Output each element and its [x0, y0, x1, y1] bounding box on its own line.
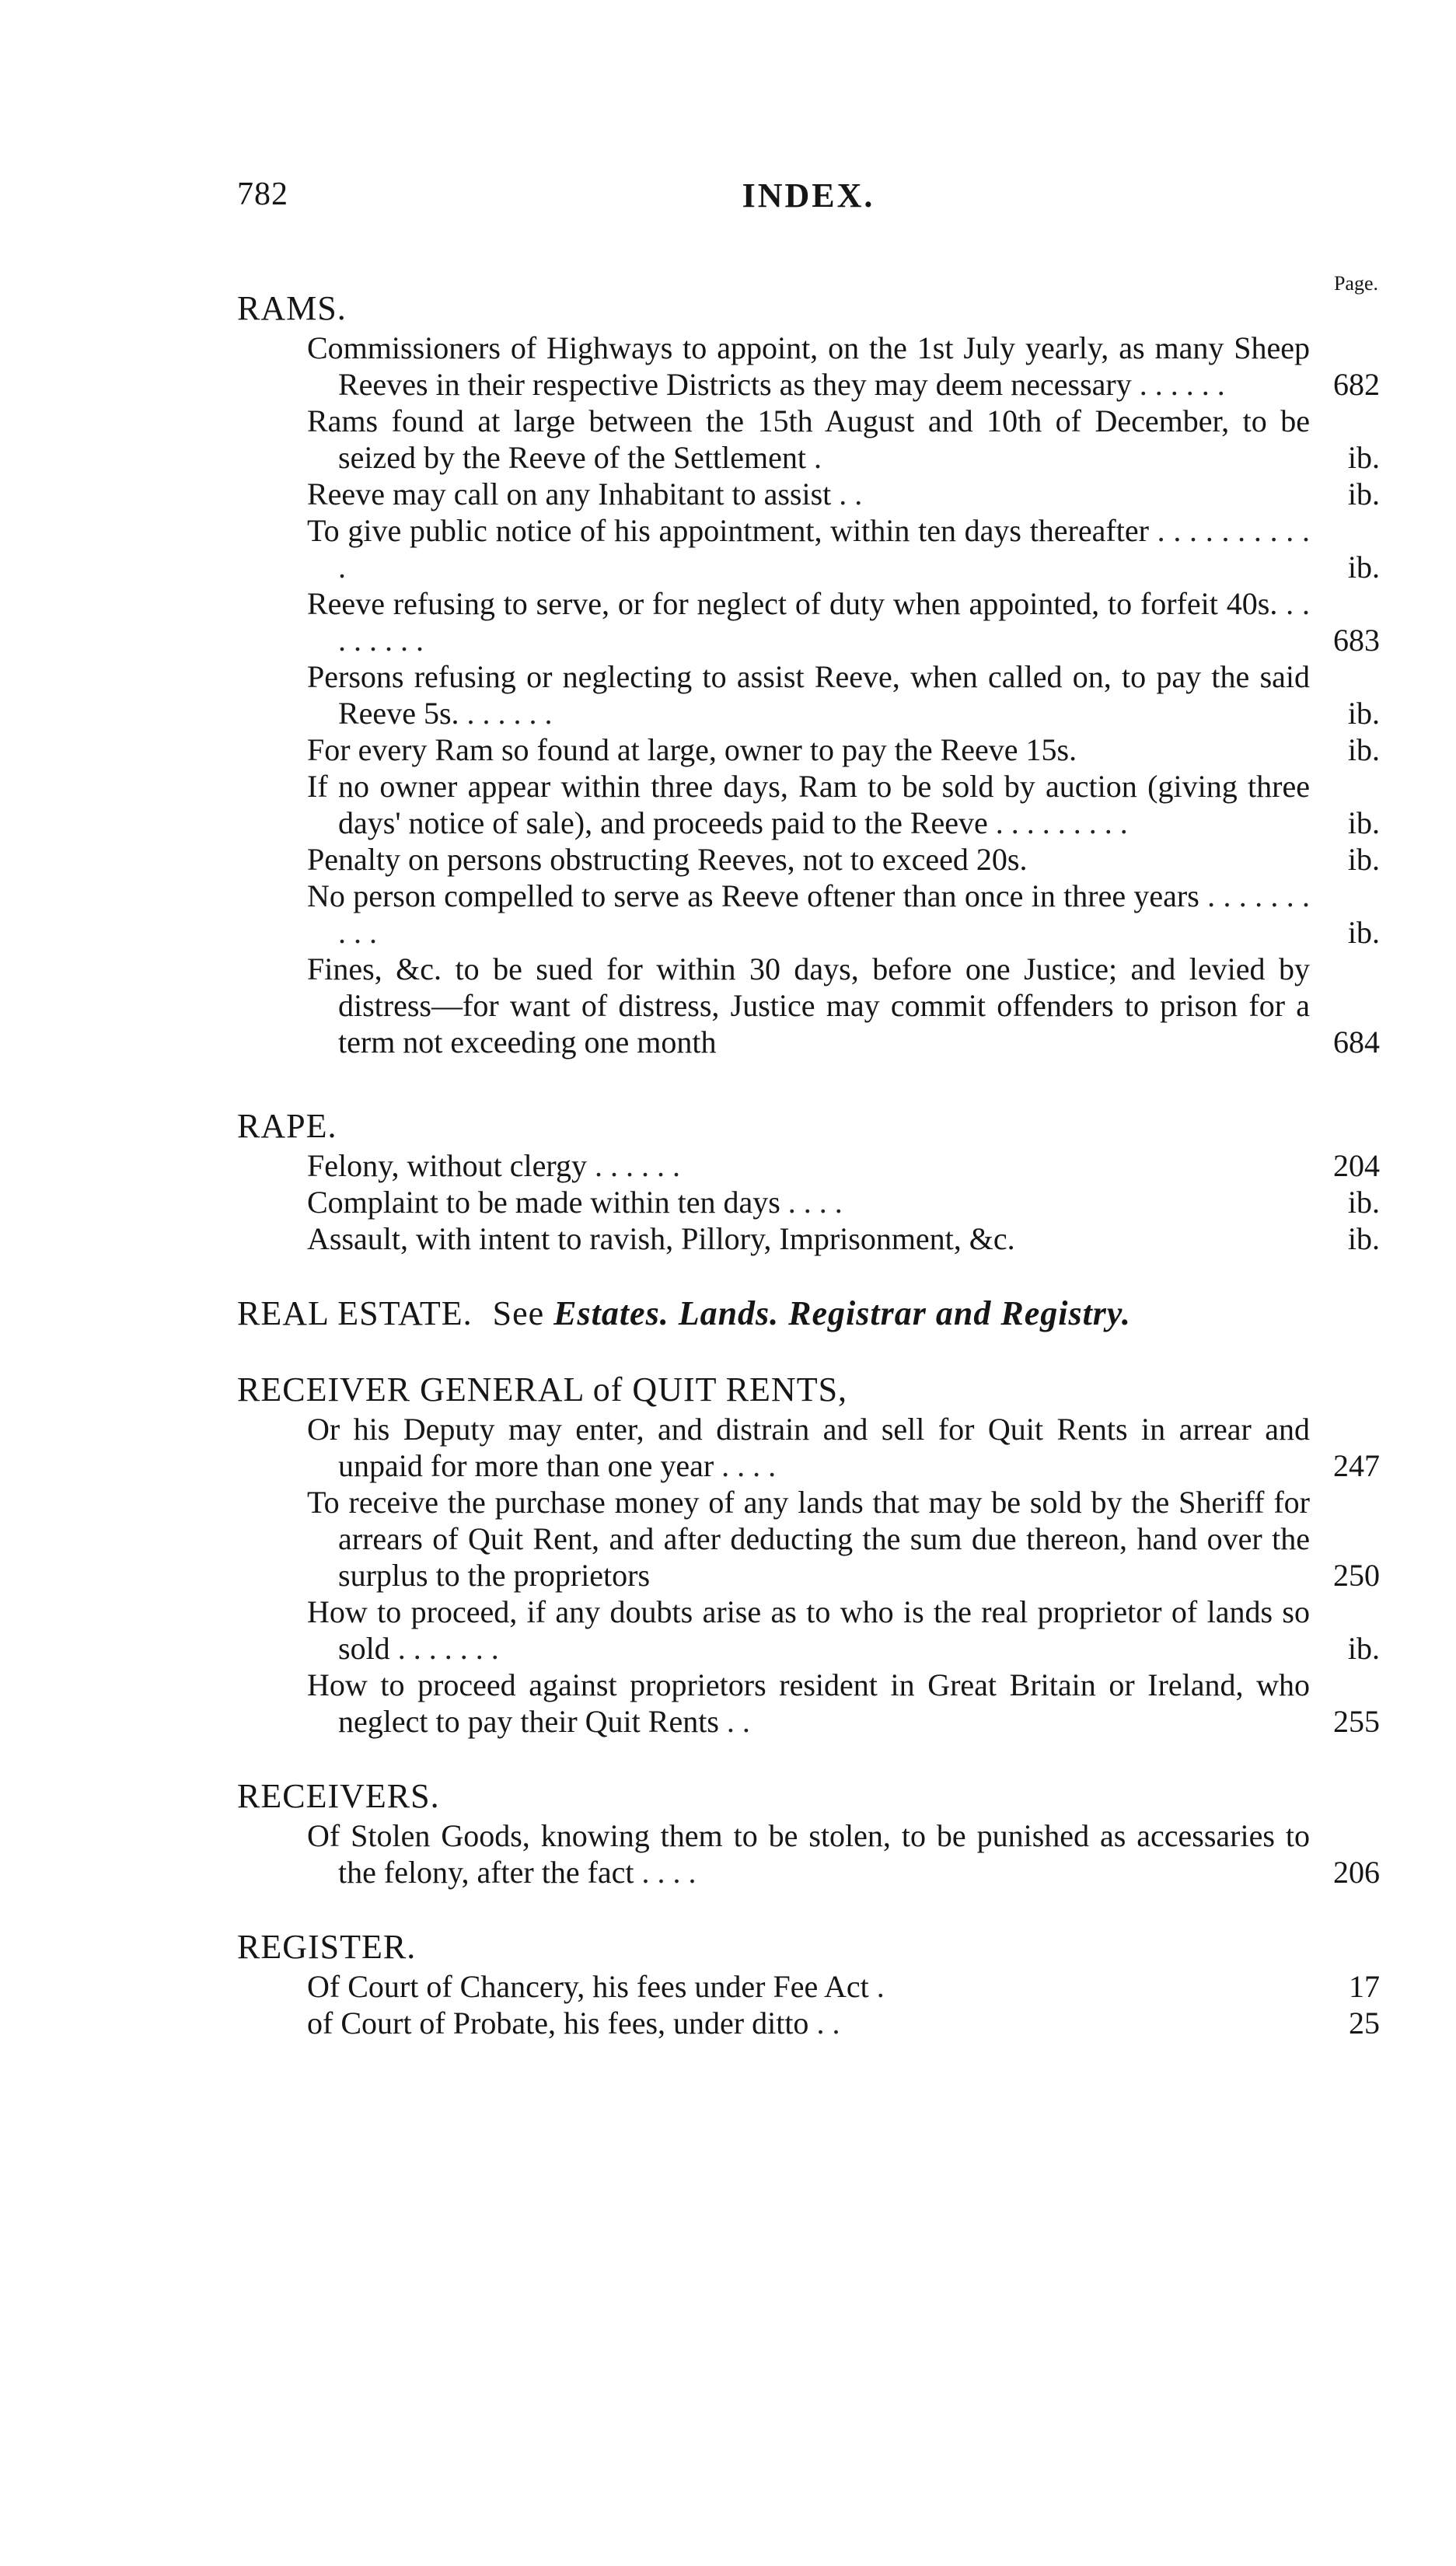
item-text: Persons refusing or neglecting to assist Reeve, when called on, to pay the said Reeve 5s.	[307, 659, 1310, 731]
entry-heading-text: RAPE.	[237, 1107, 337, 1145]
dot-leader: .	[876, 1969, 885, 2004]
page-reference: 255	[1333, 1704, 1380, 1739]
entry-heading	[237, 1107, 1380, 1146]
page-title: INDEX.	[742, 176, 875, 215]
page-column-label: Page.	[1333, 272, 1378, 295]
item-text: If no owner appear within three days, Ram to be sold by auction (giving three days' notice of sale), and proceeds paid to the Reeve	[307, 769, 1310, 840]
entry-heading-text: REGISTER.	[237, 1928, 417, 1966]
dot-leader: .	[814, 440, 822, 475]
index-item	[237, 841, 1380, 878]
dot-leader: . . . . . .	[466, 696, 553, 731]
page-reference: ib.	[1347, 550, 1380, 585]
page-reference: ib.	[1347, 1221, 1380, 1256]
dot-leader: . . . . . .	[1139, 367, 1225, 402]
item-text: Penalty on persons obstructing Reeves, not to exceed 20s.	[307, 842, 1028, 877]
dot-leader: . . . . . . . . .	[995, 805, 1128, 840]
page-reference: ib.	[1347, 1185, 1380, 1220]
item-text: Complaint to be made within ten days	[307, 1185, 780, 1220]
page-reference: 247	[1333, 1448, 1380, 1483]
entry-heading	[237, 1777, 1380, 1816]
index-item	[237, 512, 1380, 585]
page-reference: ib.	[1347, 842, 1380, 877]
entry-heading-text: RAMS.	[237, 289, 347, 327]
entry-heading-text: RECEIVERS.	[237, 1777, 440, 1815]
item-text: No person compelled to serve as Reeve oftener than once in three years	[307, 878, 1199, 913]
index-item	[237, 731, 1380, 768]
item-text: Commissioners of Highways to appoint, on the 1st July yearly, as many Sheep Reeves in their respective Districts as they may deem necessary	[307, 330, 1310, 402]
dot-leader: . . . . . . .	[397, 1631, 499, 1666]
item-text: of Court of Probate, his fees, under ditto	[307, 2006, 809, 2041]
dot-leader: . . . .	[721, 1448, 777, 1483]
item-text: Reeve may call on any Inhabitant to assist	[307, 477, 832, 511]
index-entry	[237, 289, 1380, 1060]
index-item	[237, 951, 1380, 1060]
entry-heading-text: RECEIVER GENERAL of QUIT RENTS,	[237, 1370, 848, 1409]
index-item	[237, 1968, 1380, 2005]
item-text: Rams found at large between the 15th August and 10th of December, to be seized by the Reeve of the Settlement	[307, 403, 1310, 475]
index-item	[237, 1147, 1380, 1184]
index-entry	[237, 1107, 1380, 1257]
dot-leader: . . . . . . . .	[338, 586, 1311, 658]
dot-leader: . .	[726, 1704, 750, 1739]
item-text: How to proceed against proprietors resident in Great Britain or Ireland, who neglect to pay their Quit Rents	[307, 1667, 1310, 1739]
item-text: Of Court of Chancery, his fees under Fee Act	[307, 1969, 869, 2004]
page-reference: 682	[1333, 367, 1380, 402]
index-item	[237, 1184, 1380, 1220]
page-reference: ib.	[1347, 915, 1380, 950]
running-head	[237, 176, 1380, 222]
page-reference: 17	[1349, 1969, 1380, 2004]
page-reference: 683	[1333, 623, 1380, 658]
index-item	[237, 1667, 1380, 1740]
index-item	[237, 1594, 1380, 1667]
dot-leader: . . . . . . . . . .	[338, 878, 1311, 950]
item-text: Or his Deputy may enter, and distrain and sell for Quit Rents in arrear and unpaid for more than one year	[307, 1412, 1310, 1483]
item-text: To receive the purchase money of any lands that may be sold by the Sheriff for arrears of Quit Rent, and after deducting the sum due thereon, hand over the surplus to the proprietors	[307, 1485, 1310, 1593]
entry-heading	[237, 289, 1380, 328]
page-reference: ib.	[1347, 440, 1380, 475]
index-item	[237, 585, 1380, 658]
index-item	[237, 1220, 1380, 1257]
entry-heading	[237, 1928, 1380, 1967]
item-text: Fines, &c. to be sued for within 30 days, before one Justice; and levied by distress—for want of distress, Justice may commit offenders to prison for a term not exceeding one month	[307, 951, 1310, 1060]
page-reference: ib.	[1347, 732, 1380, 767]
dot-leader: . . . .	[787, 1185, 843, 1220]
entry-heading-text: REAL ESTATE.	[237, 1294, 473, 1332]
dot-leader: . . . . . . . . . . .	[338, 513, 1311, 585]
entry-heading	[237, 1370, 1380, 1409]
entry-heading	[237, 1294, 1380, 1333]
item-text: Felony, without clergy	[307, 1148, 587, 1183]
page-reference: 204	[1333, 1148, 1380, 1183]
page-reference: 206	[1333, 1855, 1380, 1890]
index-item	[237, 476, 1380, 512]
dot-leader: . .	[816, 2006, 840, 2041]
page-reference: ib.	[1347, 477, 1380, 511]
page-reference: ib.	[1347, 805, 1380, 840]
index-entry	[237, 1294, 1380, 1333]
index-item	[237, 1817, 1380, 1890]
page-reference: 684	[1333, 1025, 1380, 1060]
index-item	[237, 403, 1380, 476]
index-entry	[237, 1370, 1380, 1740]
item-text: Assault, with intent to ravish, Pillory, Imprisonment, &c.	[307, 1221, 1015, 1256]
index-entry	[237, 1777, 1380, 1890]
index-item	[237, 768, 1380, 841]
index-entry	[237, 1928, 1380, 2041]
index-item	[237, 878, 1380, 951]
index-item	[237, 330, 1380, 403]
index-item	[237, 658, 1380, 731]
item-text: To give public notice of his appointment, within ten days thereafter	[307, 513, 1149, 548]
index-list	[237, 289, 1380, 2079]
index-item	[237, 2005, 1380, 2041]
page-reference: ib.	[1347, 1631, 1380, 1666]
dot-leader: . . . . . .	[594, 1148, 680, 1183]
dot-leader: . .	[839, 477, 863, 511]
index-item	[237, 1411, 1380, 1484]
page-number: 782	[237, 176, 288, 212]
see-also-references: Estates. Lands. Registrar and Registry.	[553, 1294, 1131, 1332]
dot-leader: . . . .	[641, 1855, 697, 1890]
item-text: For every Ram so found at large, owner to pay the Reeve 15s.	[307, 732, 1077, 767]
page-reference: ib.	[1347, 696, 1380, 731]
page-reference: 250	[1333, 1558, 1380, 1593]
index-item	[237, 1484, 1380, 1594]
item-text: Of Stolen Goods, knowing them to be stolen, to be punished as accessaries to the felony, after the fact	[307, 1818, 1310, 1890]
page-reference: 25	[1349, 2006, 1380, 2041]
see-also-label: See	[492, 1294, 545, 1332]
item-text: Reeve refusing to serve, or for neglect of duty when appointed, to forfeit 40s.	[307, 586, 1278, 621]
item-text: How to proceed, if any doubts arise as to who is the real proprietor of lands so sold	[307, 1594, 1310, 1666]
